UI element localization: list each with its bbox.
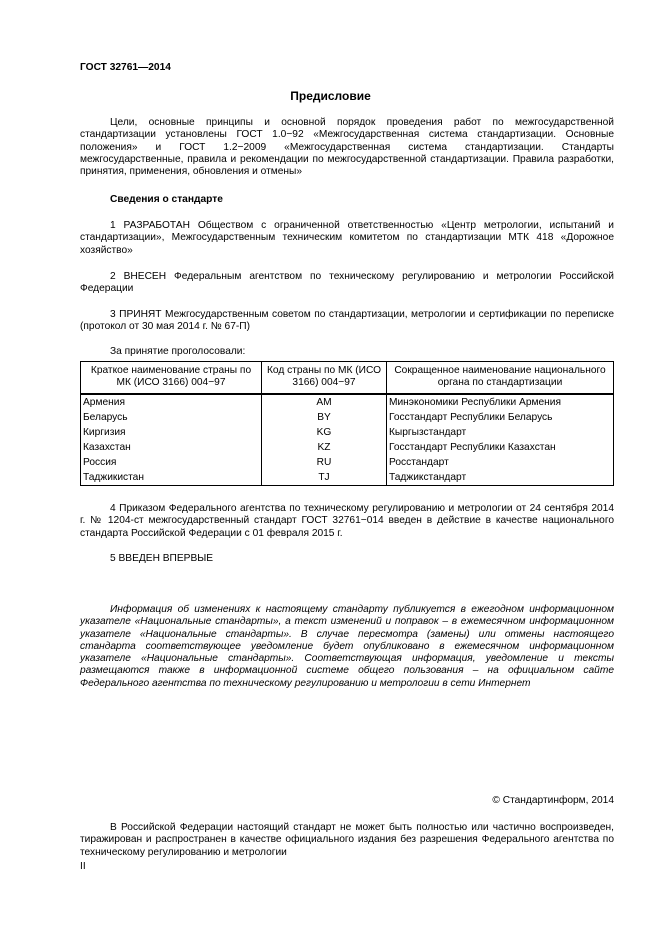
table-row <box>81 455 614 470</box>
country-name: Киргизия <box>81 425 262 440</box>
country-name: Казахстан <box>81 440 262 455</box>
page-number: II <box>80 861 86 872</box>
standards-body: Кыргызстандарт <box>387 425 614 440</box>
column-header-body: Сокращенное наименование национального органа по стандартизации <box>387 362 614 394</box>
standards-body: Росстандарт <box>387 455 614 470</box>
item-5: 5 ВВЕДЕН ВПЕРВЫЕ <box>110 553 214 564</box>
table-header-row <box>81 362 614 394</box>
country-code: AM <box>262 394 387 410</box>
column-header-country: Краткое наименование страны по МК (ИСО 3166) 004−97 <box>81 362 262 394</box>
page-title: Предисловие <box>290 89 371 103</box>
country-code: BY <box>262 410 387 425</box>
table-row <box>81 470 614 486</box>
standards-body: Минэкономики Республики Армения <box>387 394 614 410</box>
country-code: KG <box>262 425 387 440</box>
country-name: Армения <box>81 394 262 410</box>
vote-label: За принятие проголосовали: <box>110 346 246 357</box>
intro-paragraph: Цели, основные принципы и основной порядок проведения работ по межгосударственной стандартизации установлены ГОСТ 1.0−92 «Межгосударственная система стандартизации. Основные положения» и ГОСТ 1.2−2009 «Межгосударственная система стандартизации. Стандарты межгосударственные, правила и рекомендации по межгосударственной стандартизации. Правила разработки, принятия, применения, обновления и отмены» <box>80 117 614 178</box>
reproduction-notice: В Российской Федерации настоящий стандарт не может быть полностью или частично воспроизведен, тиражирован и распространен в качестве официального издания без разрешения Федерального агентства по техническому регулированию и метрологии <box>80 822 614 858</box>
document-code: ГОСТ 32761—2014 <box>80 62 171 73</box>
column-header-code: Код страны по МК (ИСО 3166) 004−97 <box>262 362 387 394</box>
item-3: 3 ПРИНЯТ Межгосударственным советом по стандартизации, метрологии и сертификации по переписке (протокол от 30 мая 2014 г. № 67-П) <box>80 309 614 333</box>
country-name: Россия <box>81 455 262 470</box>
table-row <box>81 440 614 455</box>
item-2: 2 ВНЕСЕН Федеральным агентством по техническому регулированию и метрологии Российской Федерации <box>80 271 614 295</box>
copyright: © Стандартинформ, 2014 <box>492 795 614 806</box>
section-heading: Сведения о стандарте <box>110 194 223 205</box>
table-row <box>81 410 614 425</box>
country-code: KZ <box>262 440 387 455</box>
changes-info-note: Информация об изменениях к настоящему стандарту публикуется в ежегодном информационном указателе «Национальные стандарты», а текст изменений и поправок – в ежемесячном информационном указателе «Национальные стандарты». В случае пересмотра (замены) или отмены настоящего стандарта соответствующее уведомление будет опубликовано в ежемесячном информационном указателе «Национальные стандарты». Соответствующая информация, уведомление и тексты размещаются также в информационной системе общего пользования – на официальном сайте Федерального агентства по техническому регулированию и метрологии в сети Интернет <box>80 604 614 689</box>
item-1: 1 РАЗРАБОТАН Обществом с ограниченной ответственностью «Центр метрологии, испытаний и стандартизации», Межгосударственным техническим комитетом по стандартизации МТК 418 «Дорожное хозяйство» <box>80 220 614 256</box>
country-code: RU <box>262 455 387 470</box>
voting-countries-table <box>80 361 614 486</box>
country-name: Таджикистан <box>81 470 262 486</box>
standards-body: Таджикстандарт <box>387 470 614 486</box>
standards-body: Госстандарт Республики Казахстан <box>387 440 614 455</box>
table-row <box>81 425 614 440</box>
table-row <box>81 394 614 410</box>
item-4: 4 Приказом Федерального агентства по техническому регулированию и метрологии от 24 сентября 2014 г. № 1204-ст межгосударственный стандарт ГОСТ 32761−014 введен в действие в качестве национального стандарта Российской Федерации с 01 февраля 2015 г. <box>80 503 614 539</box>
standards-body: Госстандарт Республики Беларусь <box>387 410 614 425</box>
country-name: Беларусь <box>81 410 262 425</box>
country-code: TJ <box>262 470 387 486</box>
